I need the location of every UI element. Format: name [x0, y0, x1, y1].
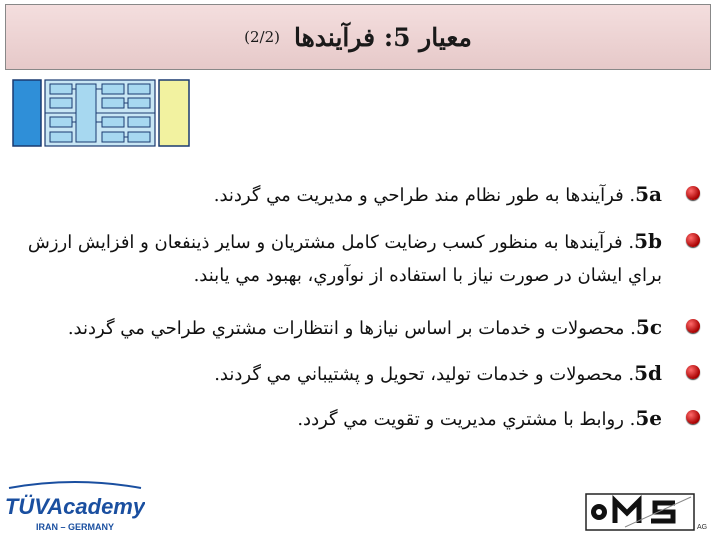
item-code: 5e	[635, 406, 662, 430]
bullet-icon	[686, 410, 700, 424]
list-item	[18, 225, 706, 292]
item-text: . فرآيندها به منظور كسب رضايت كامل مشتريان و ساير ذينفعان و افزايش ارزش براي ايشان در صورت نياز با استفاده از نوآوري، بهبود مي يابند.	[27, 232, 662, 286]
tuv-logo-text: TÜVAcademy	[5, 494, 145, 519]
bullet-icon	[686, 365, 700, 379]
list-item	[18, 357, 706, 391]
qms-suffix: AG	[697, 524, 708, 531]
item-text: . محصولات و خدمات بر اساس نيازها و انتظارات مشتري طراحي مي گردند.	[67, 318, 636, 339]
bullet-icon	[686, 319, 700, 333]
item-code: 5b	[634, 229, 662, 253]
tuv-academy-logo	[5, 478, 145, 534]
item-code: 5c	[635, 315, 662, 339]
list-item	[18, 178, 706, 212]
item-text: . فرآيندها به طور نظام مند طراحي و مديريت مي گردند.	[213, 185, 636, 206]
list-item	[18, 311, 706, 345]
item-code: 5a	[635, 182, 662, 206]
bullet-icon	[686, 186, 700, 200]
item-text: . محصولات و خدمات توليد، تحويل و پشتيباني مي گردند.	[214, 364, 635, 385]
list-item	[18, 402, 706, 436]
item-code: 5d	[634, 361, 662, 385]
qms-logo	[585, 493, 710, 533]
process-matrix-diagram-icon	[12, 79, 192, 147]
page-title: معيار 5: فرآيندها	[294, 22, 472, 52]
tuv-logo-subtext: IRAN – GERMANY	[35, 522, 115, 532]
title-bar	[5, 4, 711, 70]
bullet-icon	[686, 233, 700, 247]
page-indicator: (2/2)	[244, 28, 280, 46]
item-text: . روابط با مشتري مديريت و تقويت مي گردد.	[297, 409, 636, 430]
